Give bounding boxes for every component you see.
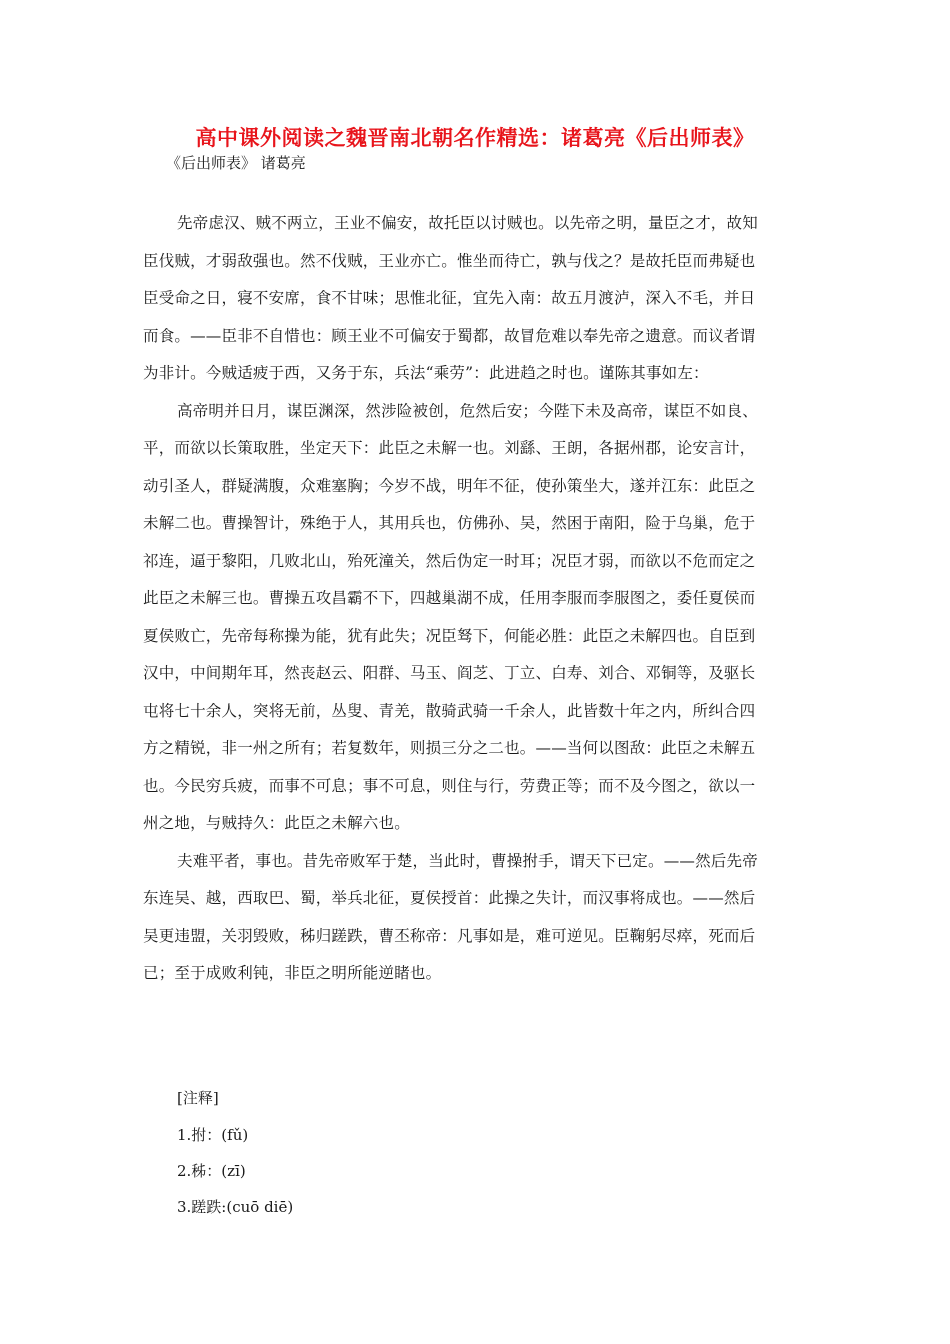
body-line: 祁连，逼于黎阳，几败北山，殆死潼关，然后伪定一时耳；况臣才弱，而欲以不危而定之 bbox=[143, 552, 756, 570]
body-line: 未解二也。曹操智计，殊绝于人，其用兵也，仿佛孙、吴，然困于南阳，险于乌巢，危于 bbox=[143, 514, 756, 532]
body-line: 州之地，与贼持久：此臣之未解六也。 bbox=[143, 814, 410, 832]
body-line: 汉中，中间期年耳，然丧赵云、阳群、马玉、阎芝、丁立、白寿、刘合、邓铜等，及驱长 bbox=[143, 664, 756, 682]
body-line: 臣伐贼，才弱敌强也。然不伐贼，王业亦亡。惟坐而待亡，孰与伐之？是故托臣而弗疑也 bbox=[143, 252, 756, 270]
body-line: 高帝明并日月，谋臣渊深，然涉险被创，危然后安；今陛下未及高帝，谋臣不如良、 bbox=[177, 402, 758, 420]
note-item: 1.拊：(fǔ) bbox=[177, 1126, 249, 1144]
body-line: 为非计。今贼适疲于西，又务于东，兵法“乘劳”：此进趋之时也。谨陈其事如左： bbox=[143, 364, 709, 382]
document-subtitle: 《后出师表》 诸葛亮 bbox=[166, 154, 306, 172]
body-line: 而食。——臣非不自惜也：顾王业不可偏安于蜀都，故冒危难以奉先帝之遗意。而议者谓 bbox=[143, 327, 756, 345]
body-line: 夏侯败亡，先帝每称操为能，犹有此失；况臣驽下，何能必胜：此臣之未解四也。自臣到 bbox=[143, 627, 756, 645]
body-line: 夫难平者，事也。昔先帝败军于楚，当此时，曹操拊手，谓天下已定。——然后先帝 bbox=[177, 852, 758, 870]
document-title: 高中课外阅读之魏晋南北朝名作精选：诸葛亮《后出师表》 bbox=[195, 125, 755, 150]
body-line: 东连吴、越，西取巴、蜀，举兵北征，夏侯授首：此操之失计，而汉事将成也。——然后 bbox=[143, 889, 756, 907]
body-line: 动引圣人，群疑满腹，众难塞胸；今岁不战，明年不征，使孙策坐大，遂并江东：此臣之 bbox=[143, 477, 756, 495]
body-line: 吴更违盟，关羽毁败，秭归蹉跌，曹丕称帝：凡事如是，难可逆见。臣鞠躬尽瘁，死而后 bbox=[143, 927, 756, 945]
body-line: 方之精锐，非一州之所有；若复数年，则损三分之二也。——当何以图敌：此臣之未解五 bbox=[143, 739, 756, 757]
body-line: 已；至于成败利钝，非臣之明所能逆睹也。 bbox=[143, 964, 442, 982]
body-line: 臣受命之日，寝不安席，食不甘味；思惟北征，宜先入南：故五月渡泸，深入不毛，并日 bbox=[143, 289, 756, 307]
body-line: 屯将七十余人，突将无前，丛叟、青羌，散骑武骑一千余人，此皆数十年之内，所纠合四 bbox=[143, 702, 756, 720]
notes-heading: [注释] bbox=[177, 1089, 219, 1107]
body-line: 平，而欲以长策取胜，坐定天下：此臣之未解一也。刘繇、王朗，各据州郡，论安言计， bbox=[143, 439, 756, 457]
note-item: 2.秭：(zī) bbox=[177, 1162, 246, 1180]
body-line: 此臣之未解三也。曹操五攻昌霸不下，四越巢湖不成，任用李服而李服图之，委任夏侯而 bbox=[143, 589, 756, 607]
body-line: 也。今民穷兵疲，而事不可息；事不可息，则住与行，劳费正等；而不及今图之，欲以一 bbox=[143, 777, 756, 795]
body-line: 先帝虑汉、贼不两立，王业不偏安，故托臣以讨贼也。以先帝之明，量臣之才，故知 bbox=[177, 214, 758, 232]
note-item: 3.蹉跌:(cuō diē) bbox=[177, 1198, 294, 1216]
